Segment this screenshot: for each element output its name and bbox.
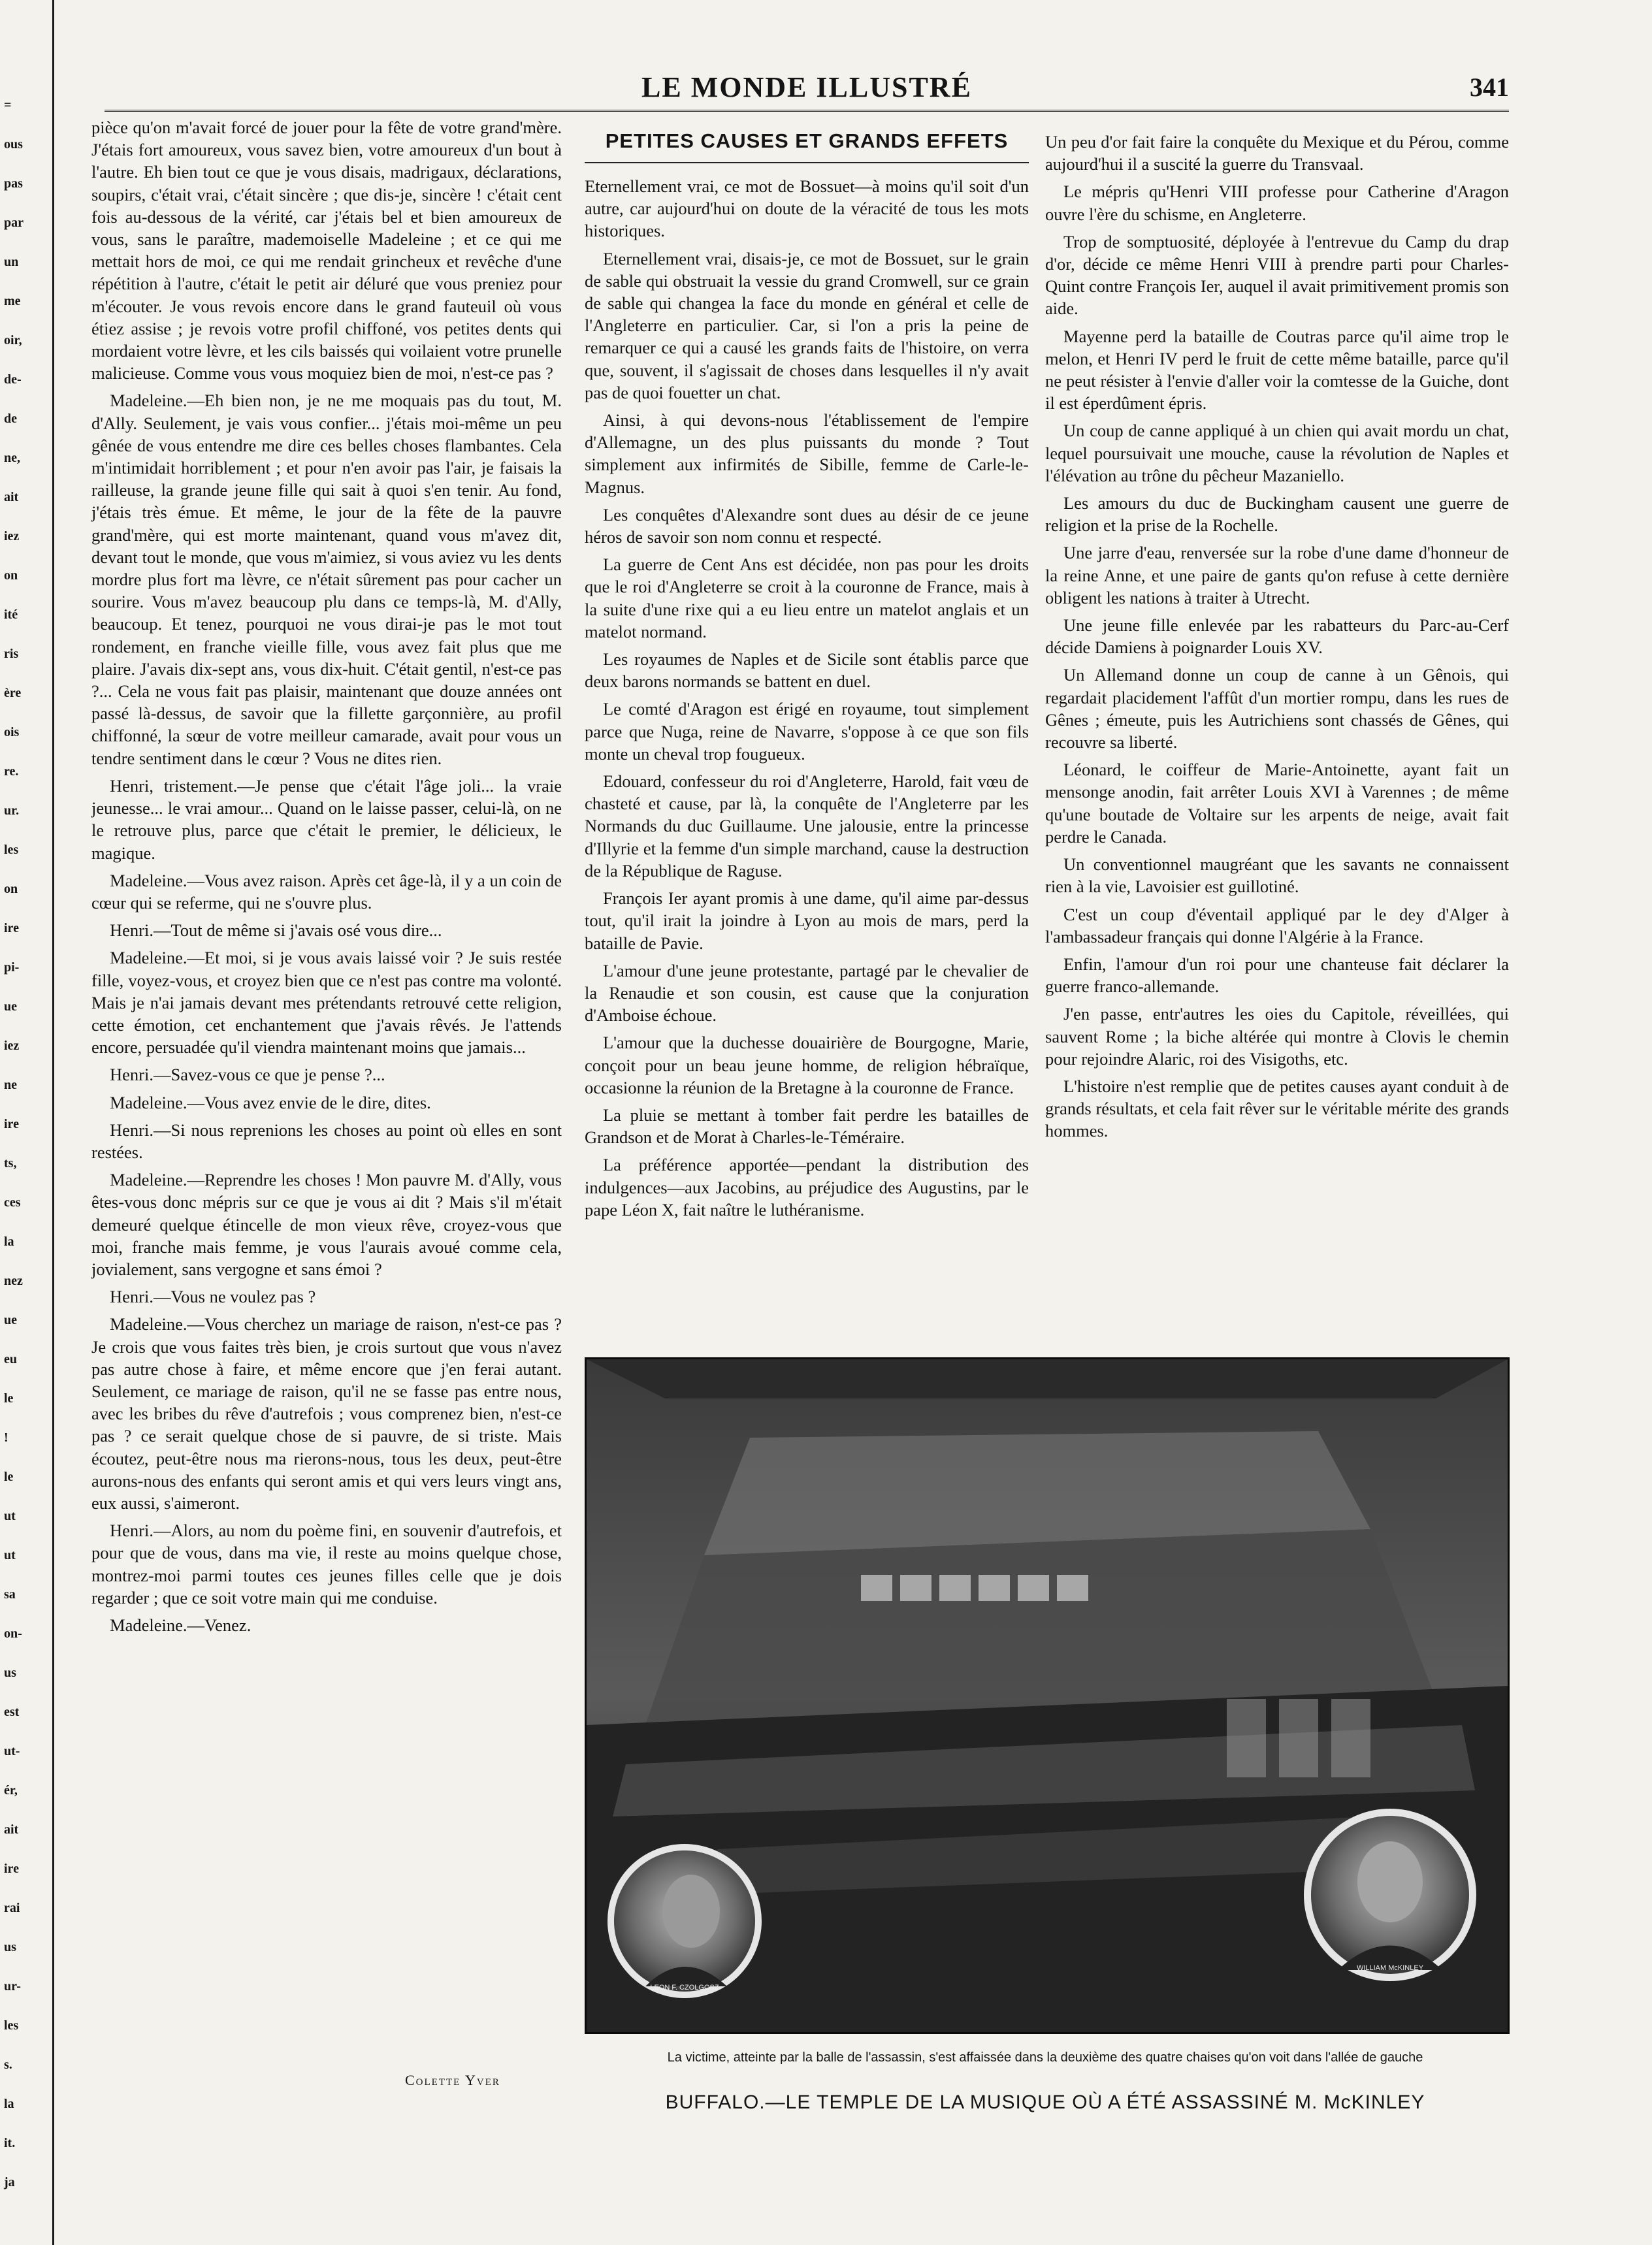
article-paragraph: L'amour que la duchesse douairière de Bourgogne, Marie, conçoit pour un beau jeune homme, de religion hébraïque, occasionne la réunion de la Bretagne à la couronne de France. [585,1033,1029,1097]
page-number: 341 [1470,73,1509,102]
article-paragraph: Un coup de canne appliqué à un chien qui avait mordu un chat, lequel poursuivait une mouche, cause la révolution de Naples et l'élévation au trône du pêcheur Mazaniello. [1045,421,1509,485]
newspaper-title: LE MONDE ILLUSTRÉ [641,71,972,103]
dialogue-paragraph: pièce qu'on m'avait forcé de jouer pour la fête de votre grand'mère. J'étais fort amoureux, vous savez bien, votre amoureux d'un bout à l'autre. Eh bien tout ce que je vous disais, madrigaux, déclarations, soupirs, c'était vrai, c'était sincère ; que dis-je, sincère ! c'était cent fois au-dessous de la vérité, car j'étais bel et bien amoureux de vous, sans le paraître, mademoiselle Madeleine ; et ce qui me mettait hors de moi, ce qui me rendait grincheux et revêche d'une répétition à l'autre, c'était le petit air déluré que vous preniez pour m'écouter. Je vous revois encore dans le grand fauteuil où vous étiez assise ; je revois votre profil chiffoné, vos petites dents qui mordaient votre lèvre, et les cils baissés qui voilaient votre prunelle malicieuse. Comme vous vous moquiez bien de moi, n'est-ce pas ? [91,118,562,383]
article-paragraph: L'histoire n'est remplie que de petites causes ayant conduit à de grands résultats, et cela fait rêver sur le véritable mérite des grands hommes. [1045,1076,1509,1141]
edge-fragment: re. [4,764,19,779]
dialogue-paragraph: Henri.—Alors, au nom du poème fini, en souvenir d'autrefois, et pour que de vous, dans ma vie, il reste au moins quelque chose, montrez-moi parmi toutes ces jeunes filles celle que je dois regarder ; que ce soit votre main qui me conduise. [91,1521,562,1607]
edge-fragment: = [4,98,12,112]
article-paragraph: Un conventionnel maugréant que les savants ne connaissent rien à la vie, Lavoisier est guillotiné. [1045,854,1509,897]
edge-fragment: sa [4,1587,16,1602]
article-paragraph: Edouard, confesseur du roi d'Angleterre, Harold, fait vœu de chasteté et cause, par là, la conquête de l'Angleterre par les Normands du duc Guillaume. Une jalousie, entre la princesse d'Illyrie et la femme d'un simple marchand, cause la destruction de la République de Raguse. [585,771,1029,880]
article-paragraph: François Ier ayant promis à une dame, qu'il aime par-dessus tout, qu'il irait la joindre à Lyon au mois de mars, perd la bataille de Pavie. [585,888,1029,953]
edge-fragment: ts, [4,1156,17,1171]
article-paragraph: C'est un coup d'éventail appliqué par le dey d'Alger à l'ambassadeur français qui donne l'Algérie à la France. [1045,904,1509,946]
article-paragraph: La pluie se mettant à tomber fait perdre les batailles de Grandson et de Morat à Charles-le-Téméraire. [585,1105,1029,1148]
article-paragraph: Léonard, le coiffeur de Marie-Antoinette, ayant fait un mensonge anodin, fait arrêter Louis XVI à Varennes ; de même qu'une boutade de Voltaire sur les arpents de neige, avait fait perdre le Canada. [1045,760,1509,847]
article-paragraph: La préférence apportée—pendant la distribution des indulgences—aux Jacobins, au préjudice des Augustins, par le pape Léon X, fait naître le luthéranisme. [585,1155,1029,1219]
edge-fragment: on [4,882,18,896]
author-signature: Colette Yver [405,2072,500,2088]
edge-fragment: ue [4,1313,17,1327]
edge-fragment: un [4,255,19,269]
edge-fragment: iez [4,529,20,543]
edge-fragment: ois [4,725,20,739]
dialogue-paragraph: Madeleine.—Venez. [110,1615,251,1635]
article-paragraph: Trop de somptuosité, déployée à l'entrevue du Camp du drap d'or, décide ce même Henri VIII à prendre parti pour Charles-Quint contre François Ier, auquel il avait primitivement promis son aide. [1045,231,1509,319]
edge-fragment: ris [4,647,19,661]
edge-fragment: pi- [4,960,20,975]
article-title: PETITES CAUSES ET GRANDS EFFETS [585,129,1029,163]
edge-fragment: it. [4,2136,16,2150]
article-paragraph: Les royaumes de Naples et de Sicile sont établis parce que deux barons normands se battent en duel. [585,649,1029,692]
portrait-assassin [607,1844,762,1998]
article-paragraph: Ainsi, à qui devons-nous l'établissement de l'empire d'Allemagne, un des plus puissants du monde ? Tout simplement aux infirmités de Sibille, femme de Carle-le-Magnus. [585,410,1029,497]
edge-fragment: ous [4,137,23,152]
dialogue-paragraph: Madeleine.—Vous cherchez un mariage de raison, n'est-ce pas ? Je crois que vous faites très bien, je crois surtout que vous n'avez pas autre chose à faire, et même encore que j'en ferai autant. Seulement, ce mariage de raison, qu'il ne se fasse pas entre nous, avec les bribes du rêve d'autrefois ; vous comprenez bien, n'est-ce pas ? ce serait quelque chose de si pauvre, de si triste. Mais écoutez, peut-être nous ma rierons-nous, tous les deux, peut-être aurons-nous des enfants qui seront amis et qui vers leurs vingt ans, eux aussi, s'aimeront. [91,1314,562,1513]
edge-fragment: les [4,843,19,857]
article-paragraph: Le comté d'Aragon est érigé en royaume, tout simplement parce que Nuga, reine de Navarre, s'oppose à ce que son fils monte un cheval trop fougueux. [585,699,1029,764]
edge-fragment: s. [4,2058,12,2072]
article-paragraph: J'en passe, entr'autres les oies du Capitole, réveillées, qui sauvent Rome ; la biche altérée qui montre à Clovis le chemin pour rejoindre Alaric, roi des Visigoths, etc. [1045,1004,1509,1069]
edge-fragment: la [4,2097,14,2111]
article-paragraph: Un Allemand donne un coup de canne à un Gênois, qui regardait placidement l'affût d'un mortier rompu, dans les rues de Gênes ; émeute, puis les Autrichiens sont chassés de Gênes, qui recouvre sa liberté. [1045,665,1509,752]
dialogue-paragraph: Madeleine.—Et moi, si je vous avais laissé voir ? Je suis restée fille, voyez-vous, et croyez bien que ce n'est pas contre ma volonté. Mais je n'ai jamais devant mes prétendants retrouvé cette religion, cette émotion, cet enchantement que j'avais rêvés. Je l'attends encore, persuadée qu'il viendra maintenant moins que jamais... [91,948,562,1058]
edge-fragment: ire [4,1862,19,1876]
edge-fragment: nez [4,1274,23,1288]
photo-caption-detail: La victime, atteinte par la balle de l'assassin, s'est affaissée dans la deuxième des quatre chaises qu'on voit dans l'allée de gauche [667,2050,1423,2065]
edge-fragment: ne [4,1078,17,1092]
edge-fragment: ér, [4,1783,18,1798]
article-paragraph: Les conquêtes d'Alexandre sont dues au désir de ce jeune héros de savoir son nom connu et respecté. [585,504,1029,547]
edge-fragment: pas [4,176,23,191]
edge-fragment: ère [4,686,22,700]
article-paragraph: La guerre de Cent Ans est décidée, non pas pour les droits que le roi d'Angleterre se croit à la couronne de France, mais à la suite d'une rixe qui a eu lieu entre un matelot anglais et un matelot normand. [585,555,1029,641]
edge-fragment: rai [4,1901,20,1915]
dialogue-paragraph: Madeleine.—Vous avez raison. Après cet âge-là, il y a un coin de cœur qui se referme, qui ne s'ouvre plus. [91,870,562,913]
edge-fragment: ut- [4,1744,20,1758]
article-paragraph: Une jarre d'eau, renversée sur la robe d'une dame d'honneur de la reine Anne, et une paire de gants qu'on refuse à cette dernière obligent les nations à traiter à Utrecht. [1045,543,1509,607]
edge-fragment: ne, [4,451,20,465]
adjacent-page-edge [0,0,54,2245]
article-paragraph: Eternellement vrai, disais-je, ce mot de Bossuet, sur le grain de sable qui obstruait la vessie du grand Cromwell, sur ce grain de sable qui changea la face du monde en général et celle de l'Angleterre en particulier. Car, si l'on a pris la peine de remarquer ce qui a causé les grands faits de l'histoire, on verra que, souvent, il s'agissait de choses dans lesquelles il n'y avait pas de quoi fouetter un chat. [585,248,1029,402]
edge-fragment: ut [4,1509,16,1523]
dialogue-column [91,116,562,2076]
article-paragraph: Les amours du duc de Buckingham causent une guerre de religion et la prise de la Rochelle. [1045,493,1509,536]
edge-fragment: ja [4,2175,15,2189]
dialogue-paragraph: Madeleine.—Eh bien non, je ne me moquais pas du tout, M. d'Ally. Seulement, je vais vous confier... j'étais moi-même un peu gênée de vous entendre me dire ces belles choses flambantes. Cela m'intimidait horriblement ; et pour n'en avoir pas l'air, je faisais la railleuse, la grande jeune fille qui sait à quoi s'en tenir. Au fond, j'étais très émue. Et même, le jour de la fête de la pauvre grand'mère, qui est morte maintenant, quand vous m'avez dit, devant tout le monde, que vous m'aimiez, si vous aviez vu les dents mordre plus fort ma lèvre, ce n'était sûrement pas pour cacher un sourire. Vous m'avez beaucoup plu dans ce temps-là, M. d'Ally, beaucoup. Et tenez, pourquoi ne vous dirai-je pas le mot tout rondement, en franche vieille fille, vous avez fait plus que me plaire. J'avais dix-sept ans, vous dix-huit. C'était gentil, n'est-ce pas ?... Cela ne vous fait pas plaisir, maintenant que douze années ont passé là-dessus, de savoir que la fillette garçonnière, au profil chiffonné, la sœur de votre meilleur camarade, avait pour vous un tendre sentiment dans le cœur ? Vous ne dites rien. [91,391,562,768]
article-paragraph: Eternellement vrai, ce mot de Bossuet—à moins qu'il soit d'un autre, car aujourd'hui on doute de la véracité de tous les mots historiques. [585,176,1029,241]
edge-fragment: ire [4,1117,19,1131]
article-column-2 [1045,131,1509,1332]
edge-fragment: us [4,1666,16,1680]
edge-fragment: de- [4,372,22,387]
dialogue-paragraph: Henri.—Savez-vous ce que je pense ?... [110,1065,385,1085]
article-paragraph: Une jeune fille enlevée par les rabatteurs du Parc-au-Cerf décide Damiens à poignarder Louis XV. [1045,615,1509,658]
edge-fragment: ait [4,490,19,504]
dialogue-paragraph: Henri, tristement.—Je pense que c'était l'âge joli... la vraie jeunesse... le vrai amour... Quand on le laisse passer, celui-là, on ne le retrouve plus, parce que c'était le premier, le délicieux, le magique. [91,775,562,863]
portrait-left-label: LEON F. CZOLGOSZ [650,1984,719,1992]
edge-fragment: ire [4,921,19,935]
article-column-1 [585,175,1029,1331]
article-paragraph: L'amour d'une jeune protestante, partagé par le chevalier de la Renaudie et son cousin, est cause que la conjuration d'Amboise échoue. [585,960,1029,1026]
dialogue-paragraph: Madeleine.—Reprendre les choses ! Mon pauvre M. d'Ally, vous êtes-vous donc mépris sur ce que je vous ai dit ? Mais s'il m'était demeuré quelque étincelle de mon vieux rêve, croyez-vous que moi, franche mais femme, je vous l'aurais avoué comme cela, jovialement, sans vergogne et sans émoi ? [91,1170,562,1279]
dialogue-paragraph: Henri.—Tout de même si j'avais osé vous dire... [110,920,442,941]
edge-fragment: eu [4,1352,17,1366]
header-rule [105,110,1509,112]
edge-fragment: iez [4,1039,20,1053]
dialogue-paragraph: Henri.—Si nous reprenions les choses au point où elles en sont restées. [91,1120,562,1162]
edge-fragment: on [4,568,18,583]
edge-fragment: oir, [4,333,22,347]
article-paragraph: Un peu d'or fait faire la conquête du Mexique et du Pérou, comme aujourd'hui il a suscité la guerre du Transvaal. [1045,132,1509,174]
article-paragraph: Mayenne perd la bataille de Coutras parce qu'il aime trop le melon, et Henri IV perd le fruit de cette même bataille, parce qu'il ne peut résister à l'envie d'aller voir la comtesse de la Guiche, dont il est éperdûment épris. [1045,326,1509,413]
buffalo-photograph [585,1357,1510,2034]
edge-fragment: est [4,1705,20,1719]
portrait-victim [1304,1809,1476,1981]
edge-fragment: ur- [4,1979,21,1994]
edge-fragment: ité [4,607,18,622]
edge-fragment: les [4,2018,19,2033]
edge-fragment: ! [4,1430,8,1445]
edge-fragment: par [4,216,24,230]
article-paragraph: Enfin, l'amour d'un roi pour une chanteuse fait déclarer la guerre franco-allemande. [1045,954,1509,997]
edge-fragment: on- [4,1626,22,1641]
edge-fragment: ur. [4,803,20,818]
portrait-right-label: WILLIAM McKINLEY [1356,1964,1424,1972]
edge-fragment: me [4,294,21,308]
edge-fragment: ut [4,1548,16,1562]
edge-fragment: us [4,1940,16,1954]
article-paragraph: Le mépris qu'Henri VIII professe pour Catherine d'Aragon ouvre l'ère du schisme, en Angleterre. [1045,182,1509,224]
photo-caption-title: BUFFALO.—LE TEMPLE DE LA MUSIQUE OÙ A ÉTÉ ASSASSINÉ M. McKINLEY [665,2092,1425,2113]
page-header [105,71,1509,110]
edge-fragment: ait [4,1822,19,1837]
edge-fragment: le [4,1391,14,1406]
dialogue-paragraph: Henri.—Vous ne voulez pas ? [110,1287,316,1307]
edge-fragment: ue [4,999,17,1014]
edge-fragment: la [4,1235,14,1249]
photo-image [587,1359,1508,2032]
dialogue-paragraph: Madeleine.—Vous avez envie de le dire, dites. [110,1092,431,1112]
edge-fragment: de [4,412,17,426]
edge-fragment: le [4,1470,14,1484]
edge-fragment: ces [4,1195,21,1210]
